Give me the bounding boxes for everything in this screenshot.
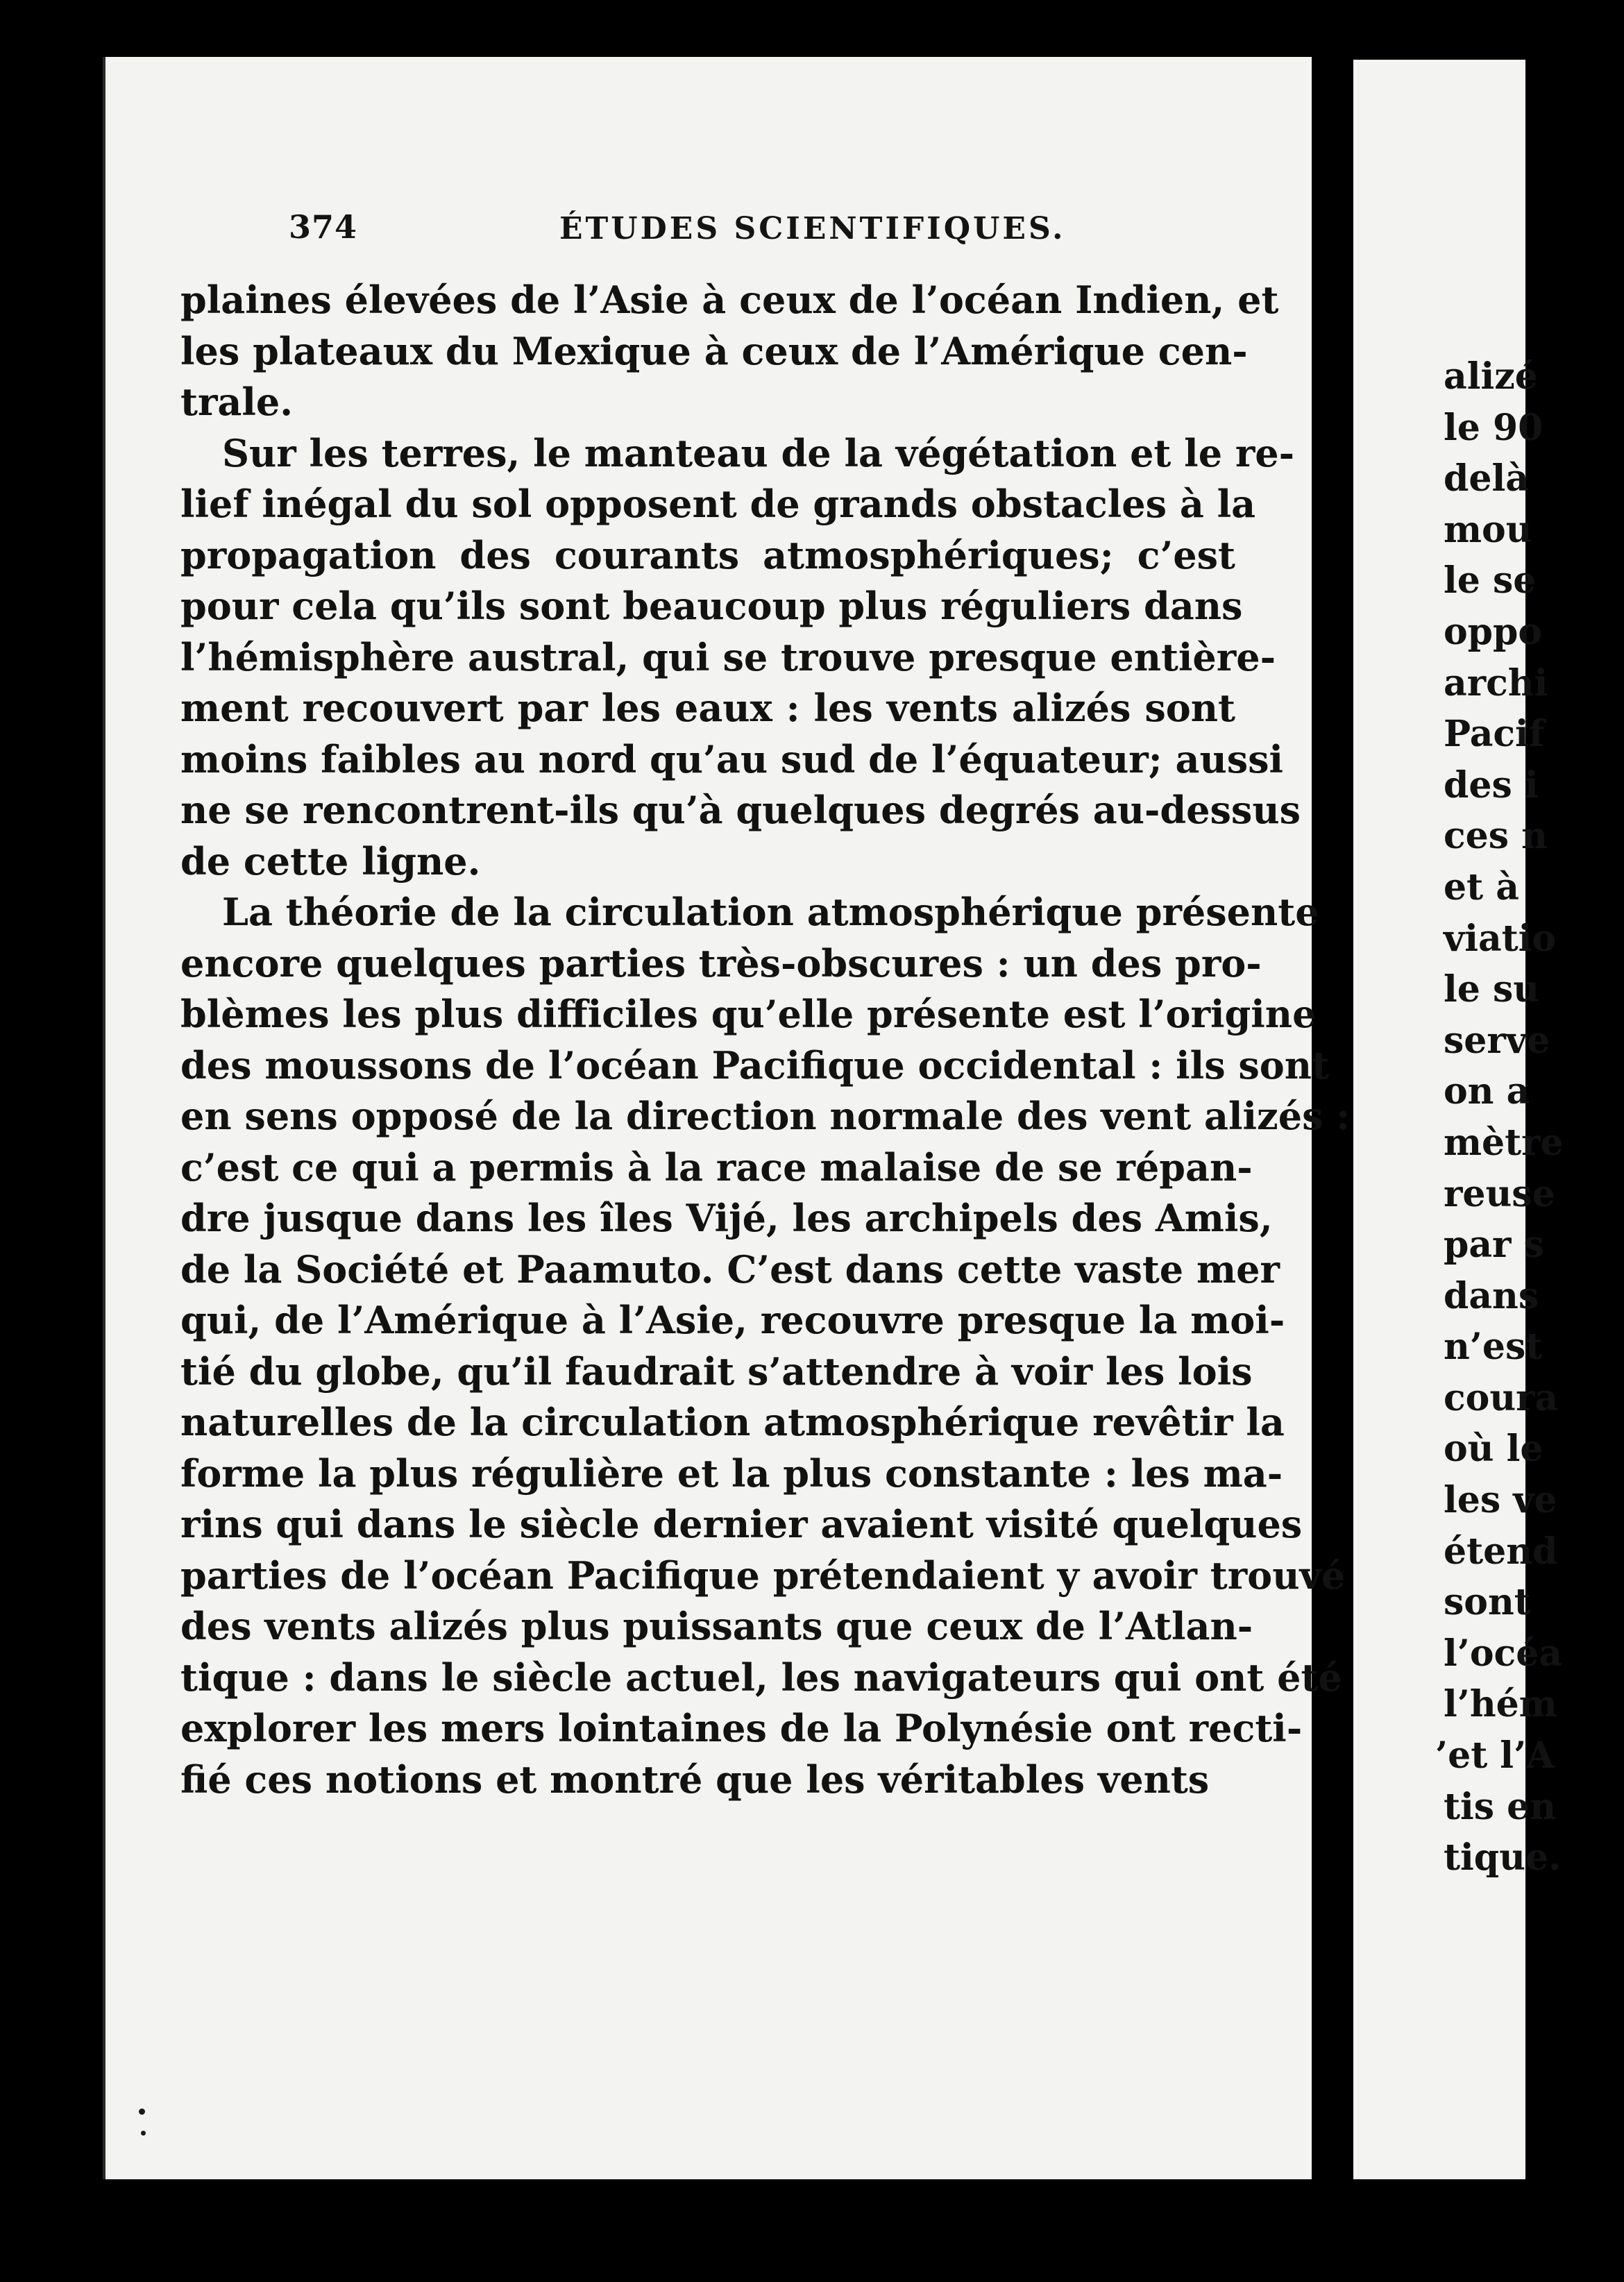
- next-page-line-fragment: des i: [1444, 763, 1539, 806]
- next-page-line-fragment: et à: [1444, 865, 1519, 908]
- book-page-right-edge: [1353, 60, 1564, 2179]
- running-header: [187, 208, 1159, 257]
- text-line: de la Société et Paamuto. C’est dans cette vaste mer: [180, 1246, 1280, 1292]
- next-page-line-fragment: ces n: [1444, 815, 1548, 858]
- next-page-line-fragment: alizé: [1444, 355, 1538, 398]
- text-line: naturelles de la circulation atmosphérique revêtir la: [180, 1400, 1285, 1444]
- next-page-text-column: [1435, 351, 1624, 1884]
- next-page-line-fragment: où le: [1444, 1428, 1543, 1471]
- margin-speck: [141, 2131, 146, 2136]
- text-line: rins qui dans le siècle dernier avaient visité quelques: [180, 1502, 1303, 1546]
- next-page-line-fragment: les ve: [1444, 1479, 1557, 1522]
- running-title: ÉTUDES SCIENTIFIQUES.: [559, 211, 1066, 246]
- text-line: en sens opposé de la direction normale des vent alizés :: [180, 1094, 1351, 1138]
- next-page-line-fragment: sont: [1444, 1581, 1531, 1624]
- next-page-line-fragment: l’océa: [1444, 1632, 1562, 1675]
- text-line: des moussons de l’océan Pacifique occidental : ils sont: [180, 1042, 1330, 1088]
- next-page-line-fragment: tis en: [1444, 1785, 1557, 1828]
- text-line: les plateaux du Mexique à ceux de l’Amérique cen-: [180, 328, 1248, 373]
- next-page-line-fragment: le 90: [1444, 406, 1543, 449]
- text-line: blèmes les plus difficiles qu’elle présente est l’origine: [180, 992, 1317, 1036]
- next-page-line-fragment: coura: [1444, 1376, 1559, 1419]
- next-page-line-fragment: n’est: [1444, 1326, 1543, 1369]
- next-page-line-fragment: mou: [1444, 508, 1532, 551]
- text-line: propagation des courants atmosphériques; c’est: [180, 532, 1235, 577]
- text-line: qui, de l’Amérique à l’Asie, recouvre presque la moi-: [180, 1298, 1285, 1342]
- text-line: tique : dans le siècle actuel, les navigateurs qui ont été: [180, 1655, 1342, 1700]
- next-page-line-fragment: serve: [1444, 1019, 1550, 1062]
- text-line: trale.: [180, 380, 294, 424]
- text-line: explorer les mers lointaines de la Polynésie ont recti-: [180, 1706, 1303, 1750]
- text-line: lief inégal du sol opposent de grands obstacles à la: [180, 482, 1256, 526]
- text-line: encore quelques parties très-obscures : un des pro-: [180, 940, 1262, 986]
- text-line: de cette ligne.: [180, 838, 481, 884]
- text-line: parties de l’océan Pacifique prétendaient y avoir trouvé: [180, 1553, 1346, 1598]
- text-line: forme la plus régulière et la plus constante : les ma-: [180, 1451, 1283, 1496]
- text-line: l’hémisphère austral, qui se trouve presque entière-: [180, 634, 1276, 679]
- next-page-line-fragment: viatio: [1444, 917, 1557, 960]
- text-line: Sur les terres, le manteau de la végétation et le re-: [222, 430, 1295, 475]
- page-number: 374: [289, 208, 358, 246]
- next-page-line-fragment: archi: [1444, 661, 1548, 704]
- next-page-line-fragment: tique.: [1444, 1836, 1562, 1879]
- next-page-line-fragment: par s: [1444, 1224, 1544, 1267]
- next-page-line-fragment: l’hém: [1444, 1683, 1557, 1726]
- margin-speck: [139, 2108, 145, 2115]
- text-line: fié ces notions et montré que les véritables vents: [180, 1757, 1210, 1802]
- text-line: moins faibles au nord qu’au sud de l’équateur; aussi: [180, 736, 1284, 781]
- body-text: [180, 275, 1351, 1805]
- text-line: c’est ce qui a permis à la race malaise de se répan-: [180, 1144, 1253, 1190]
- text-line: pour cela qu’ils sont beaucoup plus réguliers dans: [180, 584, 1243, 628]
- next-page-line-fragment: étend: [1444, 1530, 1558, 1573]
- text-line: plaines élevées de l’Asie à ceux de l’océan Indien, et: [180, 278, 1279, 322]
- text-line: dre jusque dans les îles Vijé, les archipels des Amis,: [180, 1196, 1273, 1240]
- text-line: ne se rencontrent-ils qu’à quelques degrés au-dessus: [180, 788, 1301, 832]
- next-page-line-fragment: on a: [1444, 1070, 1530, 1113]
- next-page-line-fragment: le su: [1444, 968, 1540, 1011]
- text-line: ment recouvert par les eaux : les vents alizés sont: [180, 686, 1235, 730]
- next-page-line-fragment: Pacif: [1444, 713, 1545, 756]
- text-line: tié du globe, qu’il faudrait s’attendre à voir les lois: [180, 1349, 1253, 1394]
- text-line: La théorie de la circulation atmosphérique présente: [222, 890, 1319, 934]
- next-page-line-fragment: ’et l’A: [1435, 1734, 1555, 1777]
- text-line: des vents alizés plus puissants que ceux de l’Atlan-: [180, 1604, 1253, 1648]
- next-page-line-fragment: le se: [1444, 559, 1537, 602]
- next-page-line-fragment: mètre: [1444, 1121, 1564, 1164]
- next-page-line-fragment: delà: [1444, 457, 1529, 500]
- next-page-line-fragment: oppo: [1444, 610, 1543, 653]
- next-page-line-fragment: dans: [1444, 1274, 1539, 1317]
- next-page-line-fragment: reuse: [1444, 1172, 1555, 1215]
